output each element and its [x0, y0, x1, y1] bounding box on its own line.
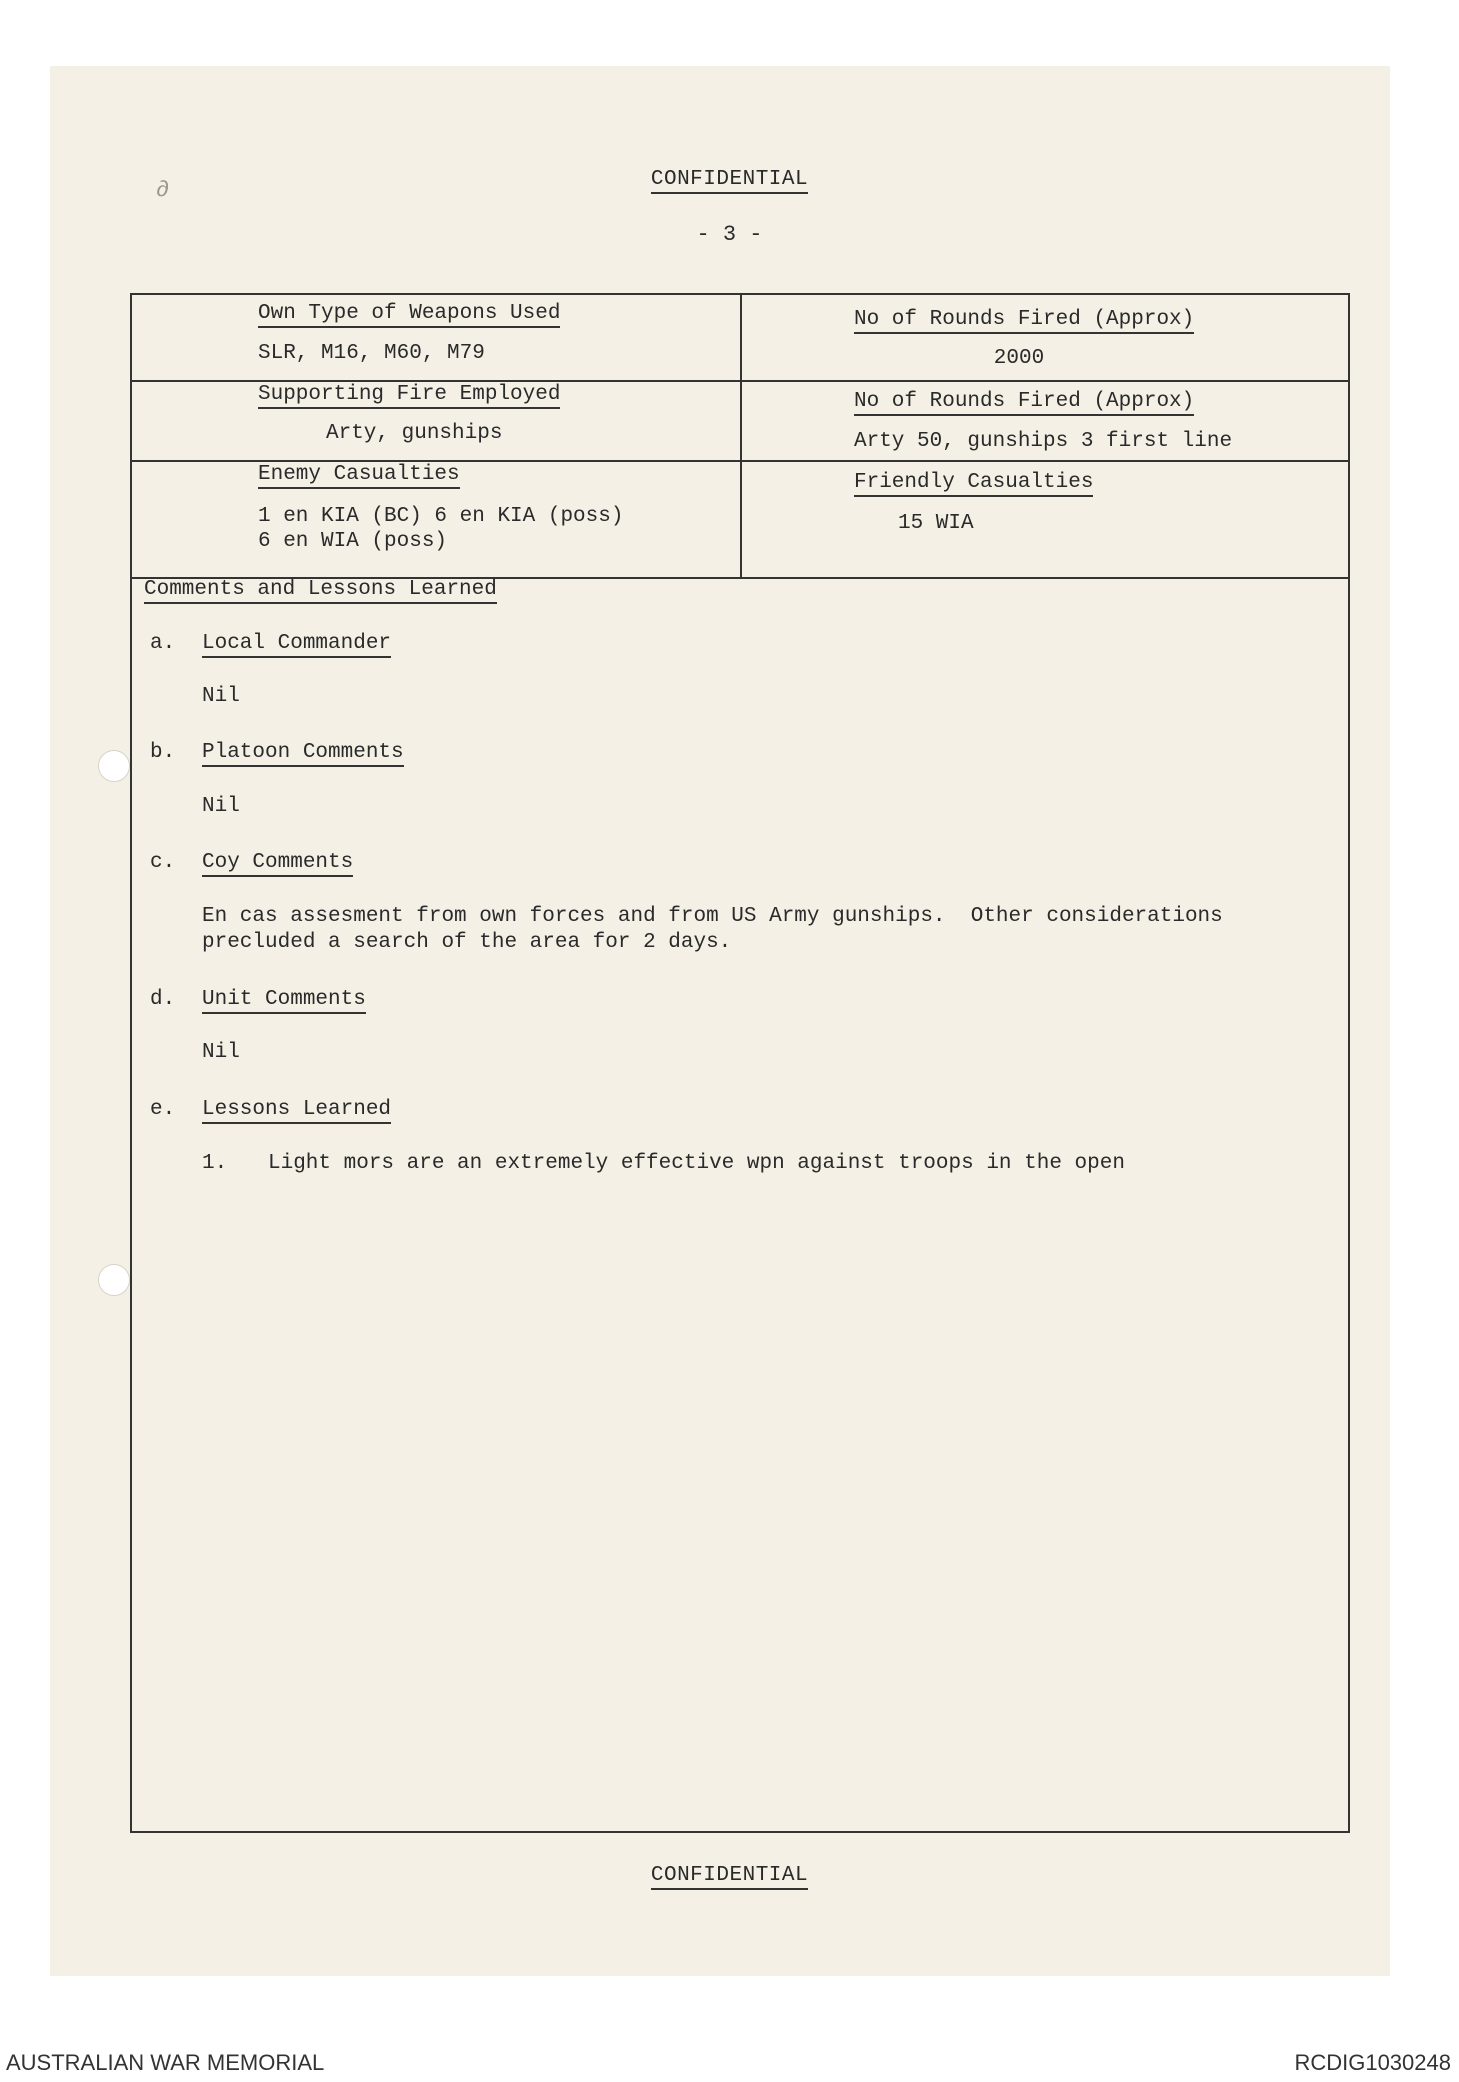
enemy-casualties-label: Enemy Casualties	[258, 463, 460, 487]
page-number: - 3 -	[696, 222, 763, 247]
local-commander-title: Local Commander	[202, 632, 391, 656]
support-rounds-value: Arty 50, gunships 3 first line	[854, 430, 1233, 453]
archive-institution: AUSTRALIAN WAR MEMORIAL	[6, 2050, 325, 2075]
classification-header: CONFIDENTIAL	[0, 168, 1459, 191]
comments-heading: Comments and Lessons Learned	[144, 578, 497, 602]
lessons-learned-title: Lessons Learned	[202, 1098, 391, 1122]
item-letter: d.	[150, 988, 176, 1011]
own-rounds-label: No of Rounds Fired (Approx)	[854, 308, 1194, 332]
report-table	[130, 293, 1350, 1833]
enemy-casualties-line1: 1 en KIA (BC) 6 en KIA (poss)	[258, 505, 624, 528]
item-letter: b.	[150, 741, 176, 764]
classification-footer: CONFIDENTIAL	[0, 1864, 1459, 1887]
unit-comments-title: Unit Comments	[202, 988, 366, 1012]
column-divider	[740, 295, 742, 577]
own-weapons-label: Own Type of Weapons Used	[258, 302, 560, 326]
punch-hole-upper	[98, 750, 130, 782]
coy-comments-title: Coy Comments	[202, 851, 353, 875]
platoon-comments-body: Nil	[202, 795, 240, 818]
lesson-point-text: Light mors are an extremely effective wpn against troops in the open	[268, 1152, 1125, 1175]
supporting-fire-value: Arty, gunships	[326, 422, 503, 445]
archive-reference: RCDIG1030248	[1294, 2050, 1451, 2075]
handwritten-mark: ∂	[156, 178, 170, 203]
friendly-casualties-value: 15 WIA	[898, 512, 974, 535]
item-letter: a.	[150, 632, 176, 655]
support-rounds-label: No of Rounds Fired (Approx)	[854, 390, 1194, 414]
unit-comments-body: Nil	[202, 1041, 240, 1064]
friendly-casualties-label: Friendly Casualties	[854, 471, 1093, 495]
supporting-fire-label: Supporting Fire Employed	[258, 383, 560, 407]
punch-hole-lower	[98, 1264, 130, 1296]
item-letter: e.	[150, 1098, 176, 1121]
coy-comments-body-line1: En cas assesment from own forces and from US Army gunships. Other considerations	[202, 905, 1223, 928]
coy-comments-body-line2: precluded a search of the area for 2 days.	[202, 931, 732, 954]
lesson-point-number: 1.	[202, 1152, 228, 1175]
own-rounds-value: 2000	[993, 347, 1045, 370]
platoon-comments-title: Platoon Comments	[202, 741, 404, 765]
item-letter: c.	[150, 851, 176, 874]
own-weapons-value: SLR, M16, M60, M79	[258, 342, 485, 365]
enemy-casualties-line2: 6 en WIA (poss)	[258, 530, 448, 553]
local-commander-body: Nil	[202, 685, 240, 708]
